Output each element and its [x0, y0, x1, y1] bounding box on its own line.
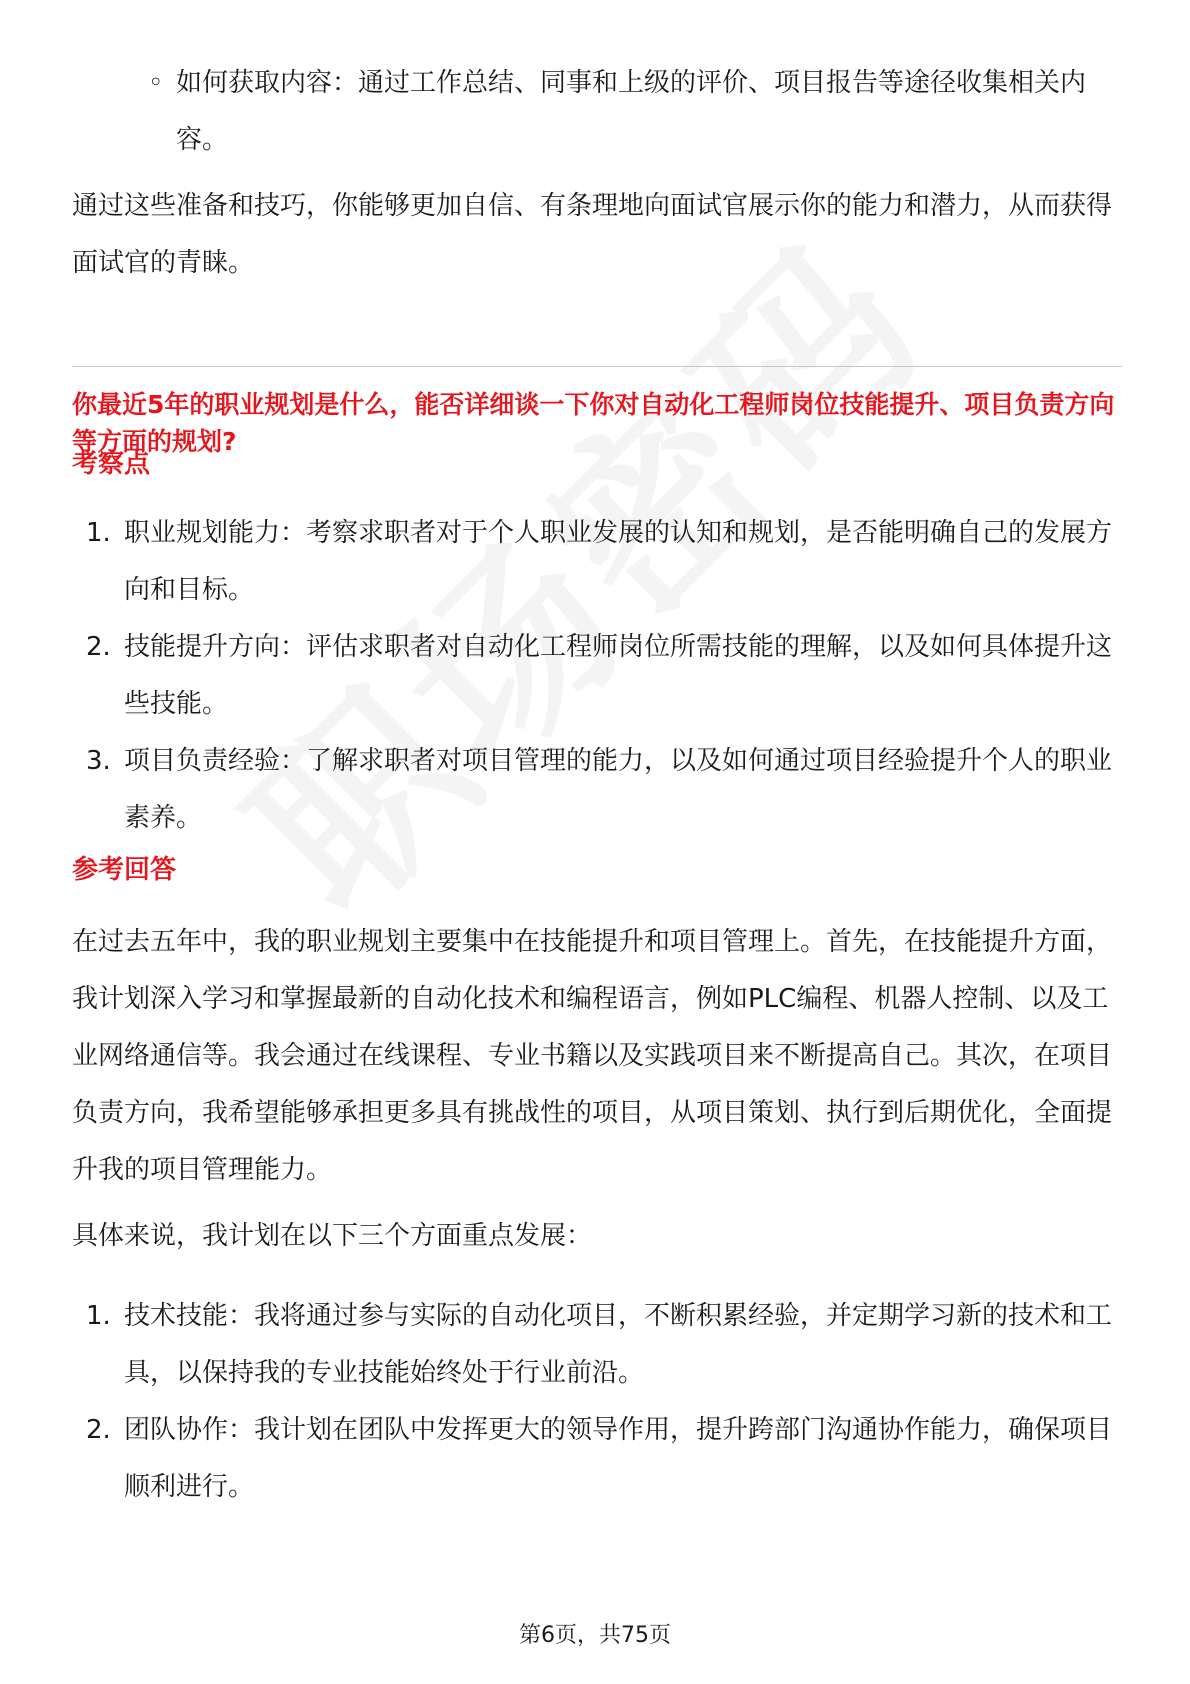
page-footer: 第6页，共75页 [519, 1623, 671, 1648]
list-item [86, 619, 1122, 733]
list-number: 2. [86, 632, 111, 662]
question-heading: 你最近5年的职业规划是什么，能否详细谈一下你对自动化工程师岗位技能提升、项目负责方向等方面的规划? [72, 390, 1115, 456]
list-text: 职业规划能力：考察求职者对于个人职业发展的认知和规划，是否能明确自己的发展方向和目标。 [124, 518, 1113, 605]
list-text: 技能提升方向：评估求职者对自动化工程师岗位所需技能的理解，以及如何具体提升这些技能。 [124, 632, 1113, 719]
examine-title: 考察点 [72, 449, 151, 479]
list-item [86, 733, 1122, 847]
bullet-text: 如何获取内容：通过工作总结、同事和上级的评价、项目报告等途径收集相关内容。 [176, 68, 1087, 155]
examine-list [86, 505, 1122, 847]
list-item [86, 1288, 1122, 1402]
list-text: 项目负责经验：了解求职者对项目管理的能力，以及如何通过项目经验提升个人的职业素养。 [124, 746, 1113, 833]
answer-paragraph-2: 具体来说，我计划在以下三个方面重点发展： [72, 1221, 593, 1251]
bullet-marker: ◦ [148, 68, 164, 98]
intro-conclusion: 通过这些准备和技巧，你能够更加自信、有条理地向面试官展示你的能力和潜力，从而获得面试官的青睐。 [72, 191, 1113, 278]
list-item [86, 505, 1122, 619]
list-text: 团队协作：我计划在团队中发挥更大的领导作用，提升跨部门沟通协作能力，确保项目顺利进行。 [124, 1415, 1113, 1502]
list-number: 2. [86, 1415, 111, 1445]
list-item [86, 1402, 1122, 1516]
list-number: 1. [86, 518, 111, 548]
answer-title: 参考回答 [72, 855, 177, 885]
list-number: 3. [86, 746, 111, 776]
bullet-item [148, 55, 1108, 169]
list-number: 1. [86, 1301, 111, 1331]
divider [72, 366, 1122, 367]
answer-paragraph-1: 在过去五年中，我的职业规划主要集中在技能提升和项目管理上。首先，在技能提升方面，我计划深入学习和掌握最新的自动化技术和编程语言，例如PLC编程、机器人控制、以及工业网络通信等。我会通过在线课程、专业书籍以及实践项目来不断提高自己。其次，在项目负责方向，我希望能够承担更多具有挑战性的项目，从项目策划、执行到后期优化，全面提升我的项目管理能力。 [72, 927, 1113, 1185]
list-text: 技术技能：我将通过参与实际的自动化项目，不断积累经验，并定期学习新的技术和工具，以保持我的专业技能始终处于行业前沿。 [124, 1301, 1113, 1388]
answer-list [86, 1288, 1122, 1516]
